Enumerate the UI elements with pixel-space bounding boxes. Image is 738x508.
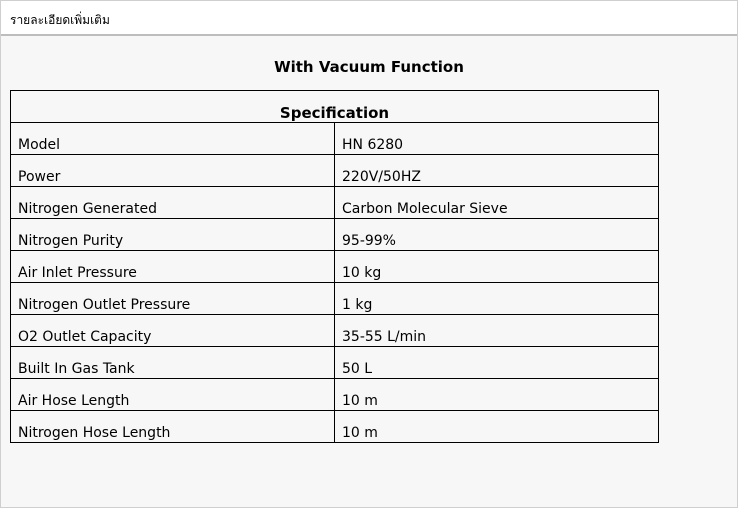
spec-value: 10 kg — [335, 251, 659, 283]
panel-header — [1, 1, 737, 36]
product-title: With Vacuum Function — [274, 58, 464, 76]
spec-label: Air Inlet Pressure — [11, 251, 335, 283]
spec-value: HN 6280 — [335, 123, 659, 155]
table-row — [11, 347, 659, 379]
table-header: Specification — [11, 91, 659, 123]
panel-header-title: รายละเอียดเพิ่มเติม — [10, 13, 110, 27]
spec-label: Nitrogen Hose Length — [11, 411, 335, 443]
table-row — [11, 219, 659, 251]
spec-label: Nitrogen Outlet Pressure — [11, 283, 335, 315]
spec-label: Nitrogen Purity — [11, 219, 335, 251]
spec-value: 1 kg — [335, 283, 659, 315]
spec-value: 10 m — [335, 379, 659, 411]
spec-value: 220V/50HZ — [335, 155, 659, 187]
spec-value: Carbon Molecular Sieve — [335, 187, 659, 219]
spec-label: Built In Gas Tank — [11, 347, 335, 379]
spec-value: 10 m — [335, 411, 659, 443]
spec-value: 35-55 L/min — [335, 315, 659, 347]
table-row — [11, 187, 659, 219]
spec-label: Power — [11, 155, 335, 187]
table-row — [11, 411, 659, 443]
table-row — [11, 251, 659, 283]
spec-value: 95-99% — [335, 219, 659, 251]
table-row — [11, 155, 659, 187]
table-row — [11, 379, 659, 411]
table-header-row — [11, 91, 659, 123]
table-row — [11, 123, 659, 155]
specification-table — [10, 90, 659, 443]
spec-label: Model — [11, 123, 335, 155]
spec-value: 50 L — [335, 347, 659, 379]
spec-label: Air Hose Length — [11, 379, 335, 411]
table-row — [11, 283, 659, 315]
spec-label: O2 Outlet Capacity — [11, 315, 335, 347]
table-row — [11, 315, 659, 347]
spec-label: Nitrogen Generated — [11, 187, 335, 219]
